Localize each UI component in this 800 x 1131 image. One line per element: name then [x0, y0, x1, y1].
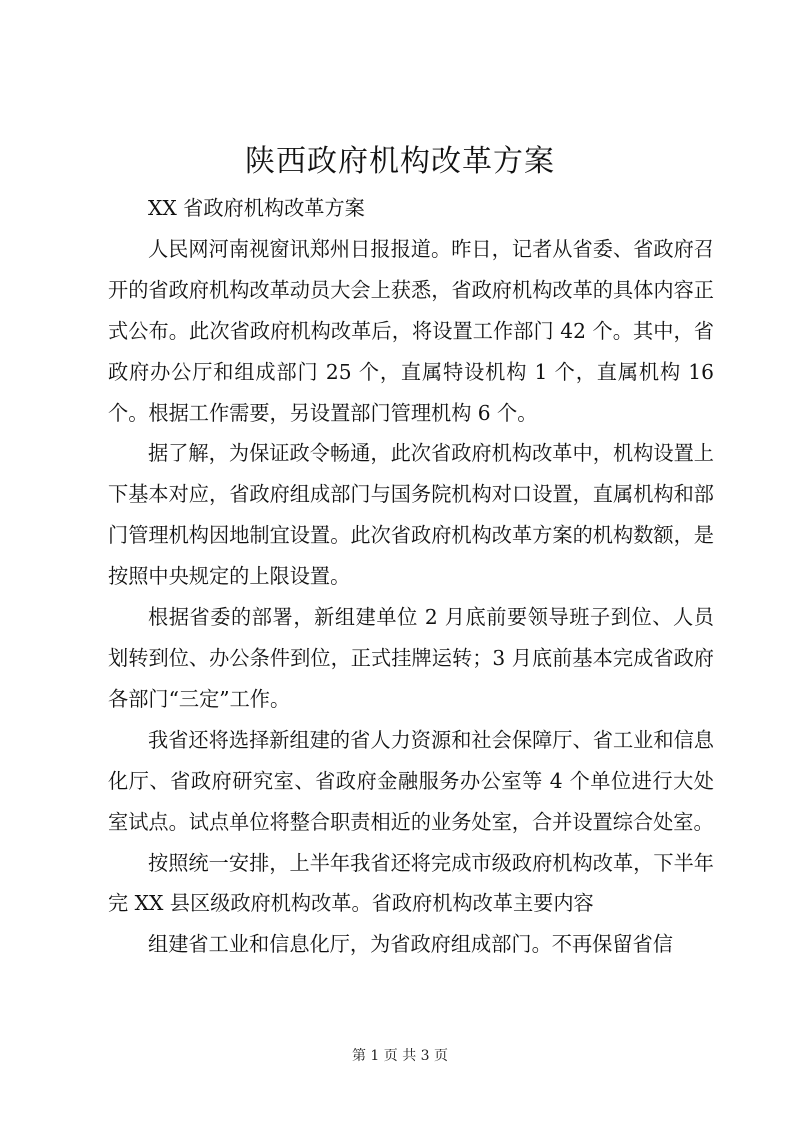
- paragraph-content: 组建省工业和信息化厅，为省政府组成部门。不再保留省信: [148, 932, 673, 957]
- paragraph-intro: 人民网河南视窗讯郑州日报报道。昨日，记者从省委、省政府召开的省政府机构改革动员大会上获悉，省政府机构改革的具体内容正式公布。此次省政府机构改革后，将设置工作部门 42 个。其中，省政府办公厅和组成部门 25 个，直属特设机构 1 个，直属机构 16 个。根据工作需要，另设置部门管理机构 6 个。: [108, 236, 714, 425]
- paragraph-schedule: 根据省委的部署，新组建单位 2 月底前要领导班子到位、人员划转到位、办公条件到位，正式挂牌运转；3 月底前基本完成省政府各部门“三定”工作。: [108, 605, 714, 711]
- paragraph-structure: 据了解，为保证政令畅通，此次省政府机构改革中，机构设置上下基本对应，省政府组成部门与国务院机构对口设置，直属机构和部门管理机构因地制宜设置。此次省政府机构改革方案的机构数额，是按照中央规定的上限设置。: [108, 441, 714, 589]
- document-title: 陕西政府机构改革方案: [245, 144, 555, 179]
- paragraph-subtitle: XX 省政府机构改革方案: [148, 196, 365, 220]
- paragraph-pilot: 我省还将选择新组建的省人力资源和社会保障厅、省工业和信息化厅、省政府研究室、省政府金融服务办公室等 4 个单位进行大处室试点。试点单位将整合职责相近的业务处室，合并设置综合处室。: [108, 727, 714, 834]
- document-body: [108, 188, 714, 965]
- page-number-footer: 第 1 页 共 3 页: [351, 1048, 449, 1064]
- paragraph-arrangement: 按照统一安排，上半年我省还将完成市级政府机构改革，下半年完 XX 县区级政府机构改革。省政府机构改革主要内容: [108, 850, 714, 916]
